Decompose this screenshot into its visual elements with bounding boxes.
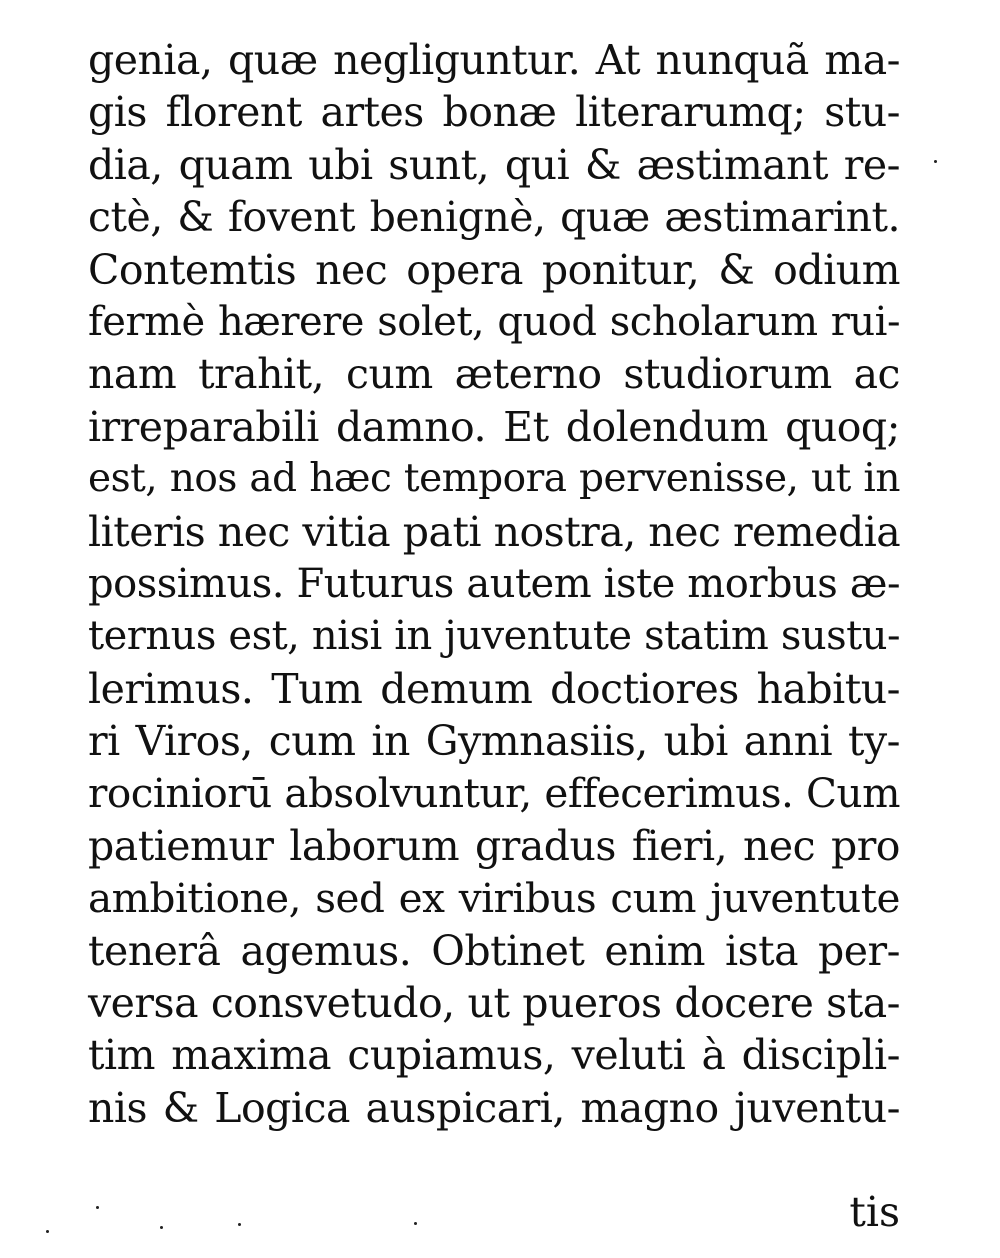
catchword: tis (849, 1188, 900, 1236)
text-line: nam trahit, cum æterno studiorum ac (88, 350, 900, 399)
text-line: irreparabili damno. Et dolendum quoq; (88, 402, 900, 451)
text-line: nis & Logica auspicari, magno juventu- (88, 1083, 900, 1132)
text-line: Contemtis nec opera ponitur, & odium (88, 245, 900, 294)
text-line: possimus. Futurus autem iste morbus æ- (88, 560, 900, 607)
text-line: literis nec vitia pati nostra, nec remedia (88, 507, 901, 556)
text-line: fermè hærere solet, quod scholarum rui- (88, 298, 900, 345)
ink-speck (934, 160, 937, 163)
ink-speck (96, 1206, 99, 1209)
ink-speck (414, 1222, 417, 1225)
text-line: versa consvetudo, ut pueros docere sta- (88, 979, 900, 1028)
text-line: genia, quæ negliguntur. At nunquã ma- (88, 36, 900, 84)
text-line: ambitione, sed ex viribus cum juventute (88, 874, 900, 923)
text-line: tenerâ agemus. Obtinet enim ista per- (88, 926, 900, 975)
text-line: lerimus. Tum demum doctiores habitu- (88, 664, 900, 713)
ink-speck (238, 1223, 241, 1226)
text-line: rociniorū absolvuntur, effecerimus. Cum (88, 769, 900, 818)
text-line: patiemur laborum gradus fieri, nec pro (88, 821, 900, 870)
text-line: dia, quam ubi sunt, qui & æstimant re- (88, 140, 900, 189)
text-line: ctè, & fovent benignè, quæ æstimarint. (88, 193, 900, 242)
body-text (88, 34, 900, 1134)
text-line: ri Viros, cum in Gymnasiis, ubi anni ty- (88, 717, 900, 766)
ink-speck (160, 1226, 163, 1229)
text-line: gis florent artes bonæ literarumq; stu- (88, 88, 900, 137)
text-line: ternus est, nisi in juventute statim sustu- (88, 613, 900, 660)
text-line: tim maxima cupiamus, veluti à discipli- (88, 1031, 900, 1080)
ink-speck (46, 1230, 49, 1233)
text-line: est, nos ad hæc tempora pervenisse, ut in (88, 456, 900, 502)
